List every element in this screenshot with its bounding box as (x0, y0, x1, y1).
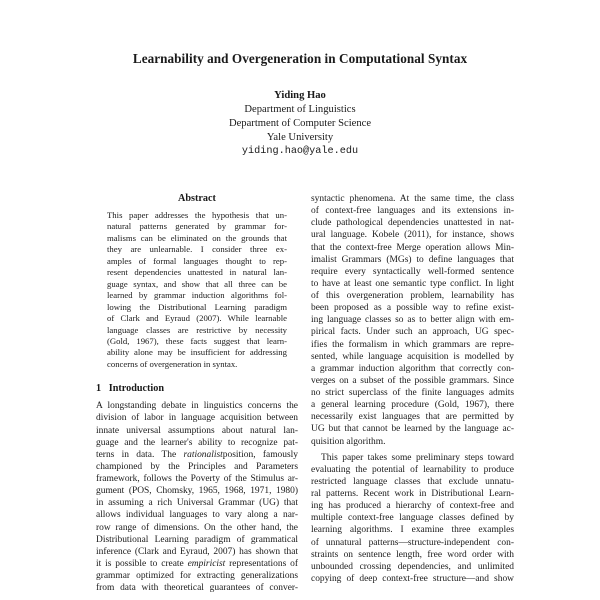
right-line: pirical facts. Under such an approach, UG spec- (311, 327, 514, 338)
right-line: to have at least one semantic type conflict. In light (311, 278, 514, 289)
intro-text: representations of (225, 558, 298, 569)
right-line: sented, while language acquisition is modelled by (311, 351, 514, 362)
right-paragraph-1 (311, 193, 514, 448)
right-line: unbounded crossing dependencies, and unlimited (311, 561, 514, 572)
right-line: a general learning procedure (Gold, 1967), there (311, 400, 514, 411)
right-line: verges on a subset of the possible grammars. Since (311, 375, 514, 386)
intro-line (96, 558, 298, 570)
author-block (0, 89, 600, 159)
intro-line: innate universal assumptions about natural lan- (96, 425, 298, 436)
right-column (311, 193, 514, 585)
intro-line: from data with theoretical guarantees of conver- (96, 583, 298, 594)
right-line: straints on sentence length, free word order with (311, 549, 514, 560)
intro-line: championed by the Principles and Parameters (96, 461, 298, 472)
right-line: restricted language classes that exclude unnatu- (311, 476, 514, 487)
right-line: necessarily exist languages that are permitted by (311, 412, 514, 423)
right-line: been proposed as a possible way to refine exist- (311, 303, 514, 314)
intro-line (96, 449, 298, 461)
right-line: syntactic phenomena. At the same time, the class (311, 194, 514, 204)
right-line: learning algorithms. I examine three examples (311, 525, 514, 536)
right-line: ing language classes so as to better align with em- (311, 315, 514, 326)
emphasis-empiricist: empiricist (187, 558, 226, 569)
section-heading-introduction (96, 383, 298, 394)
right-line: quisition algorithm. (311, 436, 386, 447)
right-line: evaluating the potential of learnability to produce (311, 464, 514, 475)
right-line: of this overgeneration problem, learnability has (311, 291, 514, 301)
intro-line: guage and the learner's ability to recognize pat- (96, 437, 298, 448)
abstract-body (107, 210, 287, 370)
abstract-line: ability alone may be insufficient for addressing (107, 347, 287, 358)
right-paragraph-2 (311, 452, 514, 585)
emphasis-rationalist: rationalist (183, 449, 223, 460)
right-line: UG but that cannot be learned by the language ac- (311, 424, 514, 435)
abstract-line: concerns of overgeneration in syntax. (107, 358, 238, 369)
right-line: ifies the formalism in which grammars are repre- (311, 339, 514, 350)
intro-text: position, famously (222, 449, 298, 460)
intro-text: terns in data. The (96, 449, 184, 460)
right-line: copying of deep context-free structure—and show (311, 573, 514, 584)
abstract-line: amples of formal languages thought to rep- (107, 255, 287, 266)
abstract-line: guage syntax, and show that all three can be (107, 278, 287, 289)
abstract-heading: Abstract (178, 193, 216, 204)
abstract-line: of Clark and Eyraud (2007). While learnable (107, 313, 287, 324)
intro-line: in assuming a rich Universal Grammar (UG) that (96, 498, 298, 509)
paper-title: Learnability and Overgeneration in Computational Syntax (132, 51, 468, 66)
abstract-line: they are unlearnable. I consider three ex- (107, 244, 287, 255)
right-line: that the context-free Merge operation allows Min- (311, 242, 514, 253)
abstract-line: natural patterns generated by grammar for- (107, 221, 287, 232)
right-line: ing has produced a hierarchy of context-free and (311, 501, 514, 512)
abstract-line: resent dependencies unattested in natural lan- (107, 267, 287, 278)
section-number: 1 (96, 383, 102, 395)
section-title: Introduction (108, 383, 165, 395)
abstract-line: malisms can be eliminated on the grounds that (107, 232, 287, 243)
author-name: Yiding Hao (274, 90, 326, 101)
right-line: require every syntactically well-formed sentence (311, 266, 514, 277)
abstract-line: learned by grammar induction algorithms fol- (107, 290, 287, 301)
right-line: clude pathological dependencies unattested in nat- (311, 218, 514, 229)
intro-line: framework, follows the Poverty of the Stimulus ar- (96, 474, 298, 485)
right-line: of context-free languages and its extensions in- (311, 206, 514, 217)
abstract-line: lowing the Distributional Learning paradigm (107, 301, 287, 312)
intro-line: division of labor in language acquisition between (96, 413, 298, 424)
author-dept-cs: Department of Computer Science (228, 117, 372, 129)
intro-line: inference (Clark and Eyraud, 2007) has shown that (96, 546, 298, 557)
right-line: ural language. Kobele (2011), for instance, shows (311, 230, 514, 241)
right-line: imalist Grammars (MGs) to define languages that (311, 254, 514, 265)
right-line: of unnatural patterns—structure-independent con- (311, 537, 514, 548)
right-line: no strict superclass of the finite languages admits (311, 388, 514, 398)
left-column (96, 193, 298, 594)
intro-text: it is possible to create (96, 558, 188, 569)
abstract-line: (Gold, 1967), these facts suggest that learn- (107, 335, 287, 346)
intro-line: A longstanding debate in linguistics concerns the (96, 401, 298, 412)
intro-line: grammar optimized for extracting generalizations (96, 571, 298, 582)
author-email: yiding.hao@yale.edu (241, 145, 359, 157)
intro-paragraph (96, 400, 298, 594)
right-line: a grammar induction algorithm that correctly con- (311, 363, 514, 374)
author-dept-linguistics: Department of Linguistics (244, 103, 356, 115)
author-university: Yale University (266, 131, 334, 143)
abstract-line: language classes are restrictive by necessity (107, 324, 287, 335)
right-line: ral patterns. Recent work in Distributional Learn- (311, 489, 514, 499)
intro-line: row range of dimensions. On the other hand, the (96, 522, 298, 533)
intro-line: gument (POS, Chomsky, 1965, 1968, 1971, 1980) (96, 486, 298, 497)
intro-line: allows individual languages to vary along a nar- (96, 510, 298, 521)
intro-line: Distributional Learning paradigm of grammatical (96, 534, 298, 545)
right-line: multiple context-free language classes defined by (311, 513, 514, 524)
abstract-line: This paper addresses the hypothesis that un- (107, 210, 287, 220)
right-line: This paper takes some preliminary steps toward (321, 452, 514, 463)
